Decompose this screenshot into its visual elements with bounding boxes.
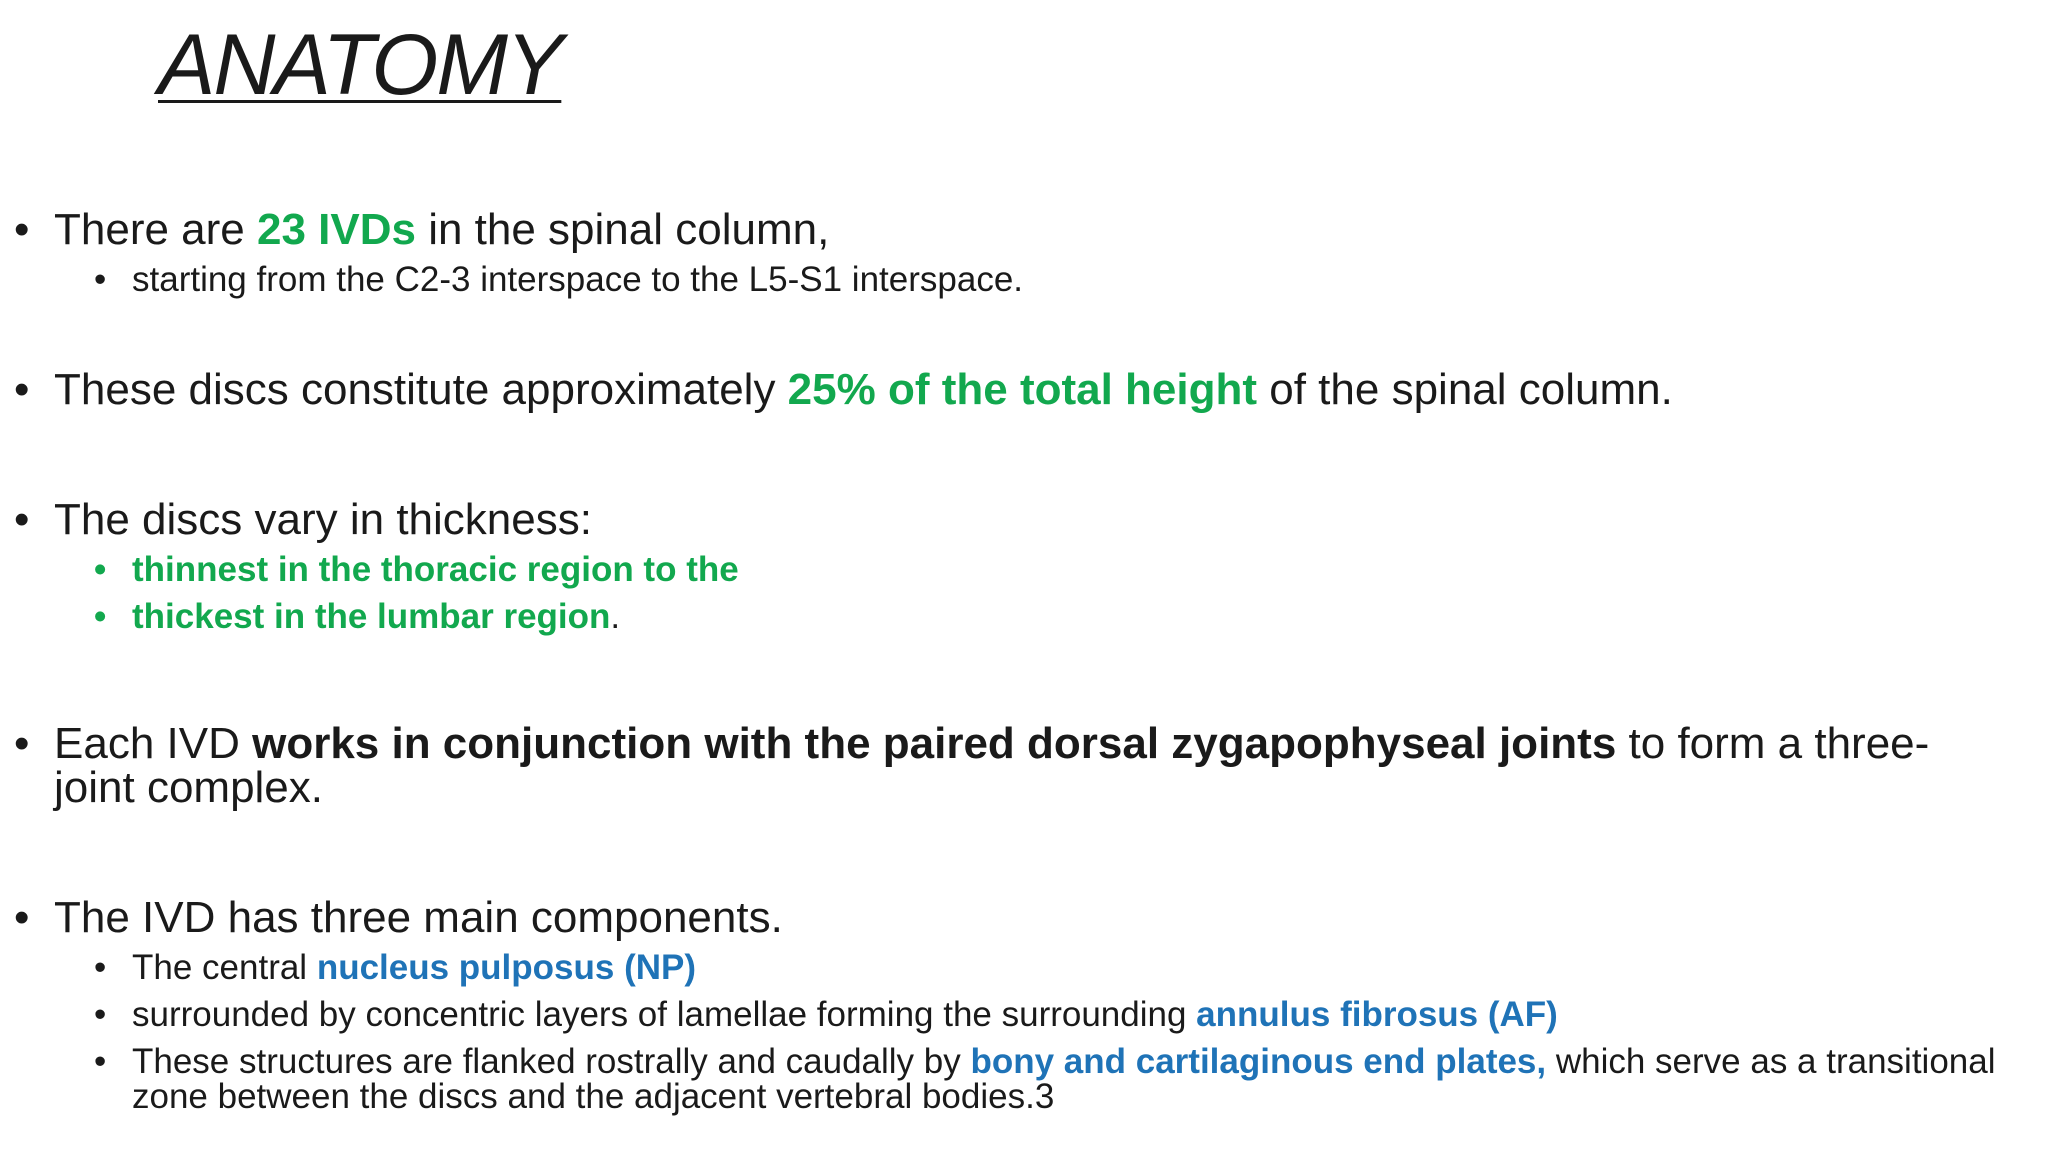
bullet-ivd-count — [0, 205, 2010, 299]
highlight-ivd-count: 23 IVDs — [256, 205, 416, 254]
bullet-dot-icon: • — [94, 260, 107, 299]
sub-bullet-line: • thickest in the lumbar region. — [94, 597, 621, 636]
highlight-joint-text: works in conjunction with the paired dorsal zygapophyseal joints — [252, 719, 1617, 768]
bullet-dot-icon: • — [94, 1042, 107, 1081]
bullet-dot-icon: • — [94, 597, 107, 636]
bullet-disc-thickness — [0, 495, 2010, 636]
bullet-line: • Each IVD works in conjunction with the paired dorsal zygapophyseal joints to form a three-joint complex. — [14, 719, 1930, 812]
bullet-dot-icon: • — [94, 948, 107, 987]
sub-bullet-line: • thinnest in the thoracic region to the — [94, 550, 739, 589]
bullet-dot-icon: • — [94, 550, 107, 589]
highlight-nucleus-pulposus: nucleus pulposus (NP) — [316, 948, 697, 987]
bullet-dot-icon: • — [14, 893, 30, 942]
bullet-dot-icon: • — [14, 495, 30, 544]
bullet-disc-height — [0, 365, 2010, 414]
sub-bullet-line: • The central nucleus pulposus (NP) — [94, 948, 697, 987]
bullet-line: • These discs constitute approximately 25% of the total height of the spinal column. — [14, 365, 1673, 414]
bullet-ivd-components — [0, 893, 2010, 1116]
sub-bullet-line: • starting from the C2-3 interspace to the L5-S1 interspace. — [94, 260, 1024, 299]
slide-title: ANATOMY — [158, 17, 562, 113]
bullet-dot-icon: • — [94, 995, 107, 1034]
highlight-annulus-fibrosus: annulus fibrosus (AF) — [1196, 995, 1558, 1034]
bullet-dot-icon: • — [14, 365, 30, 414]
bullet-dot-icon: • — [14, 205, 30, 254]
highlight-end-plates: bony and cartilaginous end plates, — [970, 1042, 1547, 1081]
bullet-joint-complex — [0, 719, 2010, 812]
highlight-disc-height: 25% of the total height — [787, 365, 1258, 414]
sub-bullet-line: • surrounded by concentric layers of lamellae forming the surrounding annulus fibrosus (AF) — [94, 995, 1558, 1034]
bullet-line: • There are 23 IVDs in the spinal column, — [14, 205, 830, 254]
sub-bullet-line: • These structures are flanked rostrally and caudally by bony and cartilaginous end plates, which serve as a transitional zone between the discs and the adjacent vertebral bodies.3 — [94, 1042, 1996, 1116]
bullet-line: • The discs vary in thickness: — [14, 495, 592, 544]
bullet-dot-icon: • — [14, 719, 30, 768]
bullet-line: • The IVD has three main components. — [14, 893, 783, 942]
